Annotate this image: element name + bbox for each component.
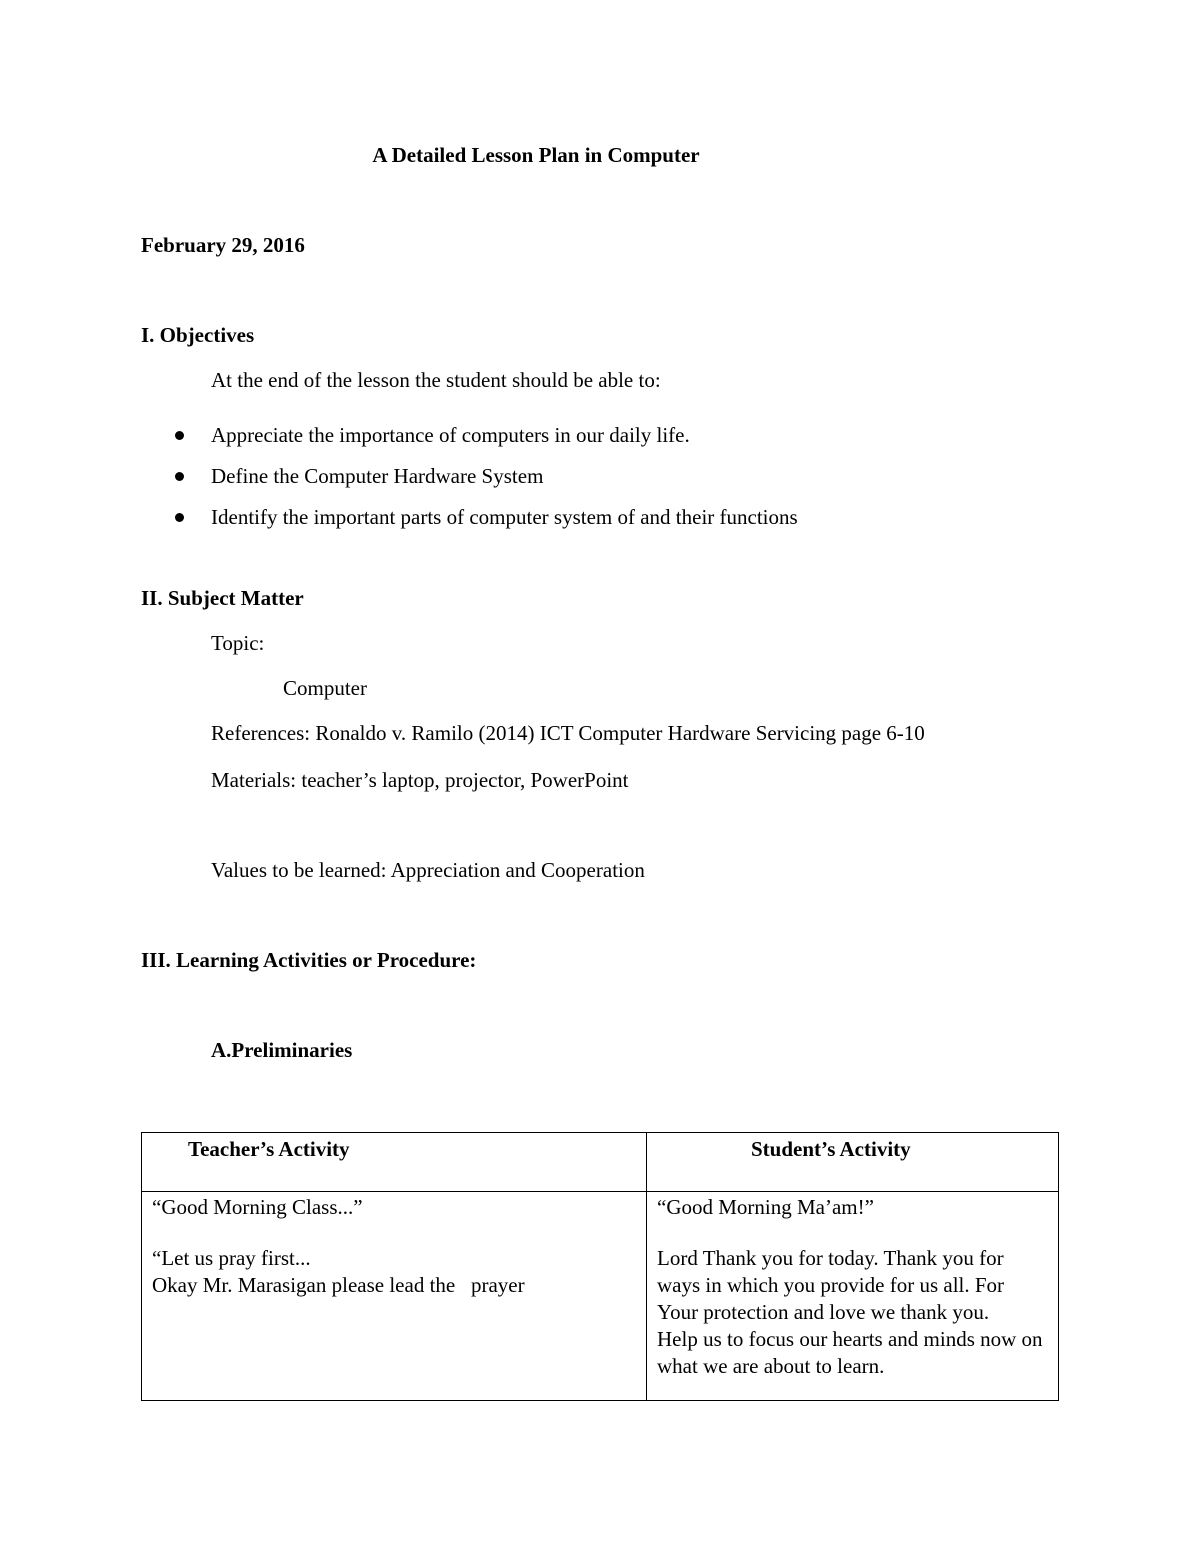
- objective-item: Identify the important parts of computer system of and their functions: [211, 505, 798, 529]
- teacher-line: “Let us pray first...: [152, 1246, 311, 1270]
- table-header-row: [142, 1133, 1059, 1192]
- topic-value: Computer: [283, 676, 367, 700]
- bullet-icon: [175, 513, 184, 522]
- procedure-heading: III. Learning Activities or Procedure:: [141, 948, 477, 972]
- student-line: ways in which you provide for us all. For: [657, 1273, 1005, 1297]
- bullet-icon: [175, 472, 184, 481]
- objectives-heading: I. Objectives: [141, 323, 255, 347]
- references-text: References: Ronaldo v. Ramilo (2014) ICT Computer Hardware Servicing page 6-10: [211, 721, 925, 745]
- student-activity-cell: [647, 1192, 1059, 1401]
- document-title: A Detailed Lesson Plan in Computer: [372, 143, 700, 167]
- teacher-activity-cell: [142, 1192, 647, 1401]
- student-line: “Good Morning Ma’am!”: [657, 1195, 874, 1219]
- table-row: [142, 1192, 1059, 1401]
- student-line: Your protection and love we thank you.: [657, 1300, 990, 1324]
- activity-table: [141, 1132, 1059, 1401]
- values-text: Values to be learned: Appreciation and Cooperation: [211, 858, 645, 882]
- student-activity-header: Student’s Activity: [647, 1133, 1059, 1192]
- student-line: what we are about to learn.: [657, 1354, 885, 1378]
- objective-item: Appreciate the importance of computers in our daily life.: [211, 423, 690, 447]
- teacher-line: Okay Mr. Marasigan please lead the prayer: [152, 1273, 525, 1297]
- student-line: Help us to focus our hearts and minds now on: [657, 1327, 1043, 1351]
- topic-label: Topic:: [211, 631, 265, 655]
- subject-matter-heading: II. Subject Matter: [141, 586, 304, 610]
- preliminaries-subheading: A.Preliminaries: [211, 1038, 353, 1062]
- bullet-icon: [175, 431, 184, 440]
- objective-item: Define the Computer Hardware System: [211, 464, 544, 488]
- objectives-intro: At the end of the lesson the student should be able to:: [211, 368, 661, 392]
- teacher-activity-header: Teacher’s Activity: [142, 1133, 647, 1192]
- student-line: Lord Thank you for today. Thank you for: [657, 1246, 1004, 1270]
- lesson-date: February 29, 2016: [141, 233, 305, 257]
- materials-text: Materials: teacher’s laptop, projector, PowerPoint: [211, 768, 629, 792]
- teacher-line: “Good Morning Class...”: [152, 1195, 363, 1219]
